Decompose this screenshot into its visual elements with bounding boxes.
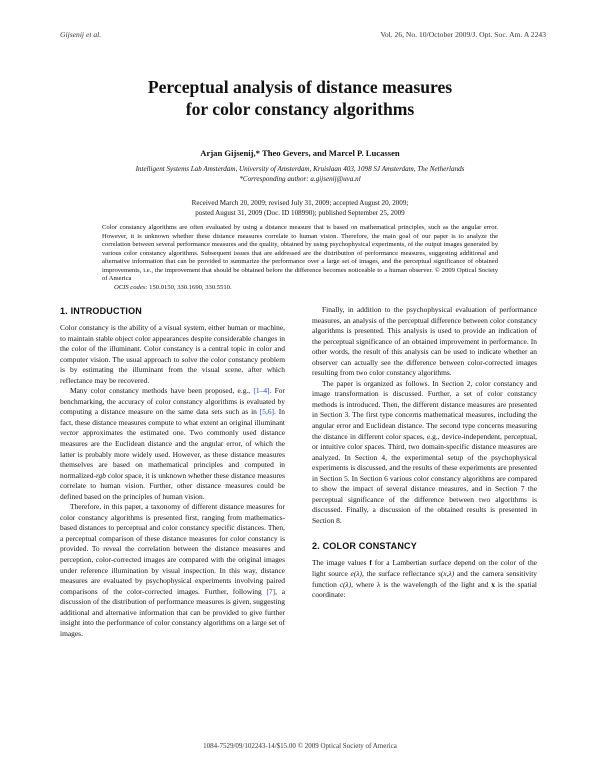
text-run: , a discussion of the distribution of performance measures is given, suggesting additional and alternative information that can be provided to give further insight into the performance of color constancy algorithms on a large set of images. <box>60 586 285 638</box>
ocis-codes <box>102 284 498 293</box>
ocis-values: 150.0150, 330.1690, 330.5510. <box>149 283 232 291</box>
citation-link[interactable]: [7] <box>266 586 276 596</box>
dates-line-1: Received March 20, 2009; revised July 31, 2009; accepted August 20, 2009; <box>191 199 409 207</box>
citation-link[interactable]: [5,6] <box>259 407 275 417</box>
text-run: , the surface reflectance <box>362 569 438 579</box>
dates-line-2: posted August 31, 2009 (Doc. ID 108990); published September 25, 2009 <box>195 209 405 217</box>
text-run: , where λ is the wavelength of the light and <box>351 579 492 589</box>
abstract-text: Color constancy algorithms are often evaluated by using a distance measure that is based on mathematical principles, such as the angular error. However, it is unknown whether these distance measures correlate to human vision. Therefore, the main goal of our paper is to analyze the correlation between several performance measures and the quality, obtained by using psychophysical experiments, of the output images generated by various color constancy algorithms. Subsequent issues that are addressed are the distribution of performance measures, suggesting additional and alternative information that can be provided to summarize the performance over a large set of images, and the perceptual significance of obtained improvements, i.e., the improvement that should be obtained before the difference becomes noticeable to a human observer. © 2009 Optical Society of America <box>102 224 498 282</box>
text-run: color space, it is unknown whether these distance measures correlate to human vision. Further, other distance measures could be defined based on the principles of human vision. <box>60 470 285 501</box>
text-run: . For benchmarking, the accuracy of color constancy algorithms is evaluated by computing a distance measure on the same data sets such as in <box>60 386 285 417</box>
paper-title-line-2: for color constancy algorithms <box>185 99 415 119</box>
affiliation-block <box>60 164 540 184</box>
text-run: The image values <box>312 558 370 568</box>
paper-title <box>60 76 540 120</box>
text-run: is the spatial coordinate: <box>312 579 537 600</box>
math-symbol: s(x,λ) <box>437 569 455 579</box>
color-constancy-paragraph <box>312 558 537 600</box>
text-run: Therefore, in this paper, a taxonomy of different distance measures for color constancy algorithms is presented first, ranging from mathematics-based distances to perceptual and color constancy specific distances. Then, a perceptual comparison of these distance measures for color constancy is provided. To reveal the correlation between the distance measures and perception, color-corrected images are compared with the original images under reference illumination by visual inspection. In this way, distance measures are evaluated by psychophysical experiments involving paired comparisons of the color-corrected images. Further, following <box>60 502 285 596</box>
left-column <box>60 305 285 639</box>
intro-paragraph-2 <box>60 386 285 502</box>
ocis-label: OCIS codes: <box>114 283 148 291</box>
intro-paragraph-3 <box>60 502 285 639</box>
affiliation: Intelligent Systems Lab Amsterdam, University of Amsterdam, Kruislaan 403, 1098 SJ Amsterdam, The Netherlands <box>135 165 465 173</box>
citation-link[interactable]: [1–4] <box>253 386 270 396</box>
math-symbol: e(λ) <box>350 569 362 579</box>
intro-paragraph-1: Color constancy is the ability of a visual system, either human or machine, to maintain stable object color appearances despite considerable changes in the color of the illuminant. Color constancy is a central topic in color and computer vision. The usual approach to solve the color constancy problem is by estimating the illuminant from the visual scene, after which reflectance may be recovered. <box>60 323 285 385</box>
publication-dates <box>60 198 540 218</box>
running-head-authors: Gijsenij et al. <box>60 30 102 39</box>
text-run: Many color constancy methods have been proposed, e.g., <box>70 386 254 396</box>
author-list: Arjan Gijsenij,* Theo Gevers, and Marcel P. Lucassen <box>200 148 400 158</box>
intro-paragraph-4: Finally, in addition to the psychophysical evaluation of performance measures, an analysis of the perceptual difference between color constancy algorithms is presented. This analysis is used to provide an indication of the perceptual significance of an obtained improvement in performance. In other words, the result of this analysis can be used to indicate whether an observer can actually see the difference between color-corrected images resulting from two color constancy algorithms. <box>312 305 537 378</box>
emphasis: vector <box>60 428 79 438</box>
text-run: approximates the estimated one. Two commonly used distance measures are the Euclidean distance and the angular error, of which the latter is probably more widely used. However, as these distance measures themselves are based on mathematical principles and computed in normalized- <box>60 428 285 480</box>
paper-title-line-1: Perceptual analysis of distance measures <box>147 77 453 97</box>
math-symbol: c(λ) <box>339 579 352 589</box>
text-run: for a Lambertian surface depend on the color of the light source <box>312 558 537 579</box>
text-run: and the camera sensitivity function <box>312 569 537 589</box>
page-footer: 1084-7529/09/102243-14/$15.00 © 2009 Optical Society of America <box>203 742 397 750</box>
abstract <box>102 224 498 292</box>
math-symbol: f <box>369 558 372 568</box>
section-heading-introduction: 1. INTRODUCTION <box>60 306 143 316</box>
intro-paragraph-5: The paper is organized as follows. In Section 2, color constancy and image transformation is discussed. Further, a set of color constancy methods is introduced. Then, the different distance measures are presented in Section 3. The first type concerns mathematical measures, including the angular error and Euclidean distance. The second type concerns measuring the distance in different color spaces, e.g., device-independent, perceptual, or intuitive color spaces. Third, two domain-specific distance measures are analyzed. In Section 4, the experimental setup of the psychophysical experiments is discussed, and the results of these experiments are presented in Section 5. In Section 6 various color constancy algorithms are compared to show the impact of several distance measures, and in Section 7 the perceptual significance of the difference between two algorithms is discussed. Finally, a discussion of the obtained results is presented in Section 8. <box>312 378 537 525</box>
section-heading-color-constancy: 2. COLOR CONSTANCY <box>312 541 417 552</box>
text-run: . In fact, these distance measures compute to what extent an original illuminant <box>60 407 285 427</box>
running-head-journal: Vol. 26, No. 10/October 2009/J. Opt. Soc. Am. A 2243 <box>380 30 546 39</box>
math-symbol: x <box>491 579 495 589</box>
emphasis: rgb <box>95 470 106 480</box>
right-column <box>312 305 537 601</box>
corresponding-author: *Corresponding author: a.gijsenij@uva.nl <box>239 175 361 183</box>
